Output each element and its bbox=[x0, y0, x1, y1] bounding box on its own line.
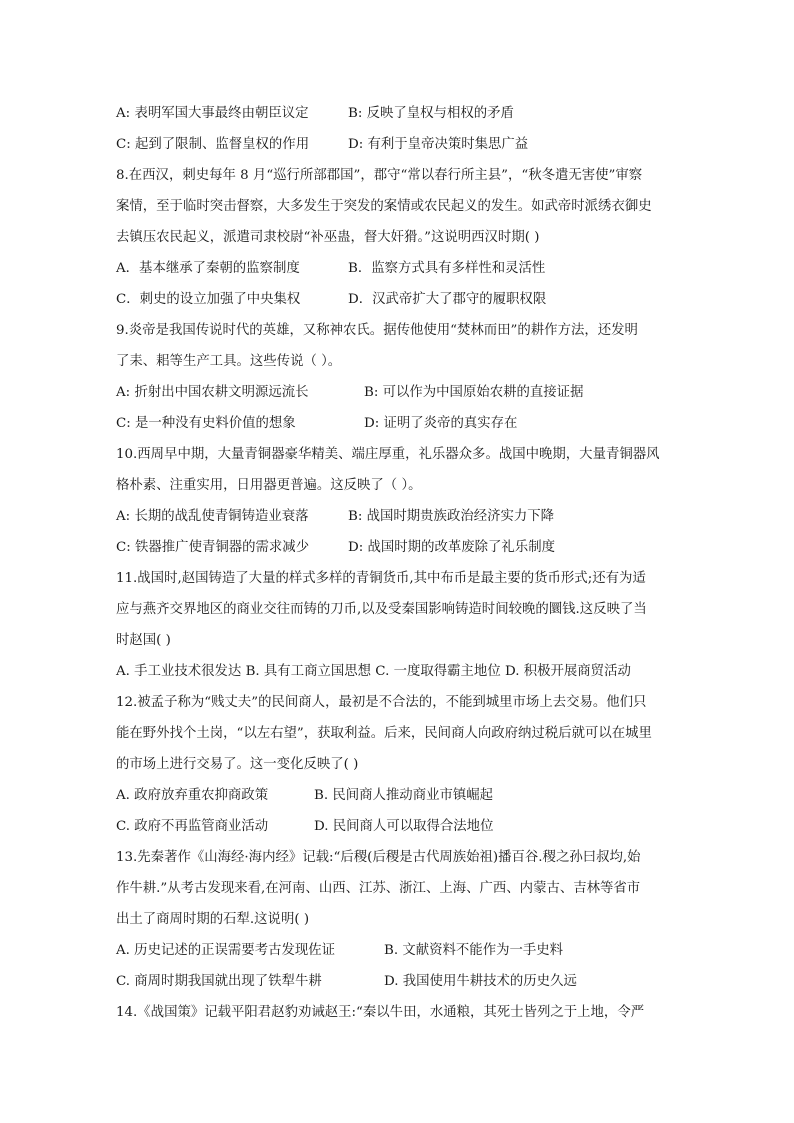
q8-stem-line-1: 8.在西汉，刺史每年 8 月“巡行所部郡国”，郡守“常以春行所主县”，“秋冬遣无害使”审察 bbox=[116, 168, 643, 183]
q9-options-row-2 bbox=[116, 408, 696, 439]
q11-stem-line-1: 11.战国时,赵国铸造了大量的样式多样的青铜货币,其中布币是最主要的货币形式;还有为适 bbox=[116, 571, 646, 586]
q7-option-d: D: 有利于皇帝决策时集思广益 bbox=[348, 137, 529, 152]
q10-option-c: C: 铁器推广使青铜器的需求减少 bbox=[116, 540, 310, 555]
q8-option-a: A．基本继承了秦朝的监察制度 bbox=[116, 261, 300, 276]
q8-stem-line-2: 案情，至于临时突击督察，大多发生于突发的案情或农民起义的发生。如武帝时派绣衣御史 bbox=[116, 199, 652, 214]
q13-options-row-2 bbox=[116, 966, 696, 997]
q10-stem-line-2: 格朴素、注重实用，日用器更普遍。这反映了（ ）。 bbox=[116, 478, 422, 493]
q10-options-row-2 bbox=[116, 532, 696, 563]
q7-option-a: A: 表明军国大事最终由朝臣议定 bbox=[116, 106, 309, 121]
q13-stem-line-3: 出土了商周时期的石犁.这说明( ) bbox=[116, 912, 310, 927]
q8-options-row-1 bbox=[116, 253, 696, 284]
q13-option-b: B. 文献资料不能作为一手史料 bbox=[384, 943, 564, 958]
q10-option-d: D: 战国时期的改革废除了礼乐制度 bbox=[348, 540, 555, 555]
q11-stem-line-2: 应与燕齐交界地区的商业交往而铸的刀币,以及受秦国影响铸造时间较晚的圜钱.这反映了当 bbox=[116, 602, 647, 617]
q12-options-row-1 bbox=[116, 780, 696, 811]
q12-stem-line-3: 的市场上进行交易了。这一变化反映了( ) bbox=[116, 757, 359, 772]
q12-options-row-2 bbox=[116, 811, 696, 842]
q10-option-a: A: 长期的战乱使青铜铸造业衰落 bbox=[116, 509, 309, 524]
q12-option-b: B. 民间商人推动商业市镇崛起 bbox=[314, 788, 494, 803]
q11-stem-line-3: 时赵国( ) bbox=[116, 633, 171, 648]
q8-option-d: D．汉武帝扩大了郡守的履职权限 bbox=[348, 292, 547, 307]
q12-stem-line-2: 能在野外找个土岗，“以左右望”，获取利益。后来，民间商人向政府纳过税后就可以在城里 bbox=[116, 726, 652, 741]
q8-option-c: C．刺史的设立加强了中央集权 bbox=[116, 292, 301, 307]
q8-option-b: B．监察方式具有多样性和灵活性 bbox=[348, 261, 546, 276]
q10-options-row-1 bbox=[116, 501, 696, 532]
q12-option-d: D. 民间商人可以取得合法地位 bbox=[314, 819, 494, 834]
q13-option-c: C. 商周时期我国就出现了铁犁牛耕 bbox=[116, 974, 322, 989]
q10-option-b: B: 战国时期贵族政治经济实力下降 bbox=[348, 509, 555, 524]
q9-option-c: C: 是一种没有史料价值的想象 bbox=[116, 416, 296, 431]
q7-option-c: C: 起到了限制、监督皇权的作用 bbox=[116, 137, 310, 152]
q11-options-line: A. 手工业技术很发达 B. 具有工商立国思想 C. 一度取得霸主地位 D. 积极开展商贸活动 bbox=[116, 664, 631, 679]
q12-stem-line-1: 12.被孟子称为“贱丈夫”的民间商人，最初是不合法的，不能到城里市场上去交易。他们只 bbox=[116, 695, 647, 710]
q13-options-row-1 bbox=[116, 935, 696, 966]
q9-stem-line-1: 9.炎帝是我国传说时代的英雄，又称神农氏。据传他使用“焚林而田”的耕作方法，还发明 bbox=[116, 323, 638, 338]
q8-options-row-2 bbox=[116, 284, 696, 315]
q12-option-a: A. 政府放弃重农抑商政策 bbox=[116, 788, 269, 803]
q14-stem-line-1: 14.《战国策》记载平阳君赵豹劝诫赵王:“秦以牛田，水通粮，其死士皆列之于上地，令严 bbox=[116, 1005, 645, 1020]
q9-stem-line-2: 了耒、耜等生产工具。这些传说（ ）。 bbox=[116, 354, 342, 369]
q13-option-a: A. 历史记述的正误需要考古发现佐证 bbox=[116, 943, 336, 958]
q12-option-c: C. 政府不再监管商业活动 bbox=[116, 819, 269, 834]
q10-stem-line-1: 10.西周早中期，大量青铜器豪华精美、端庄厚重，礼乐器众多。战国中晚期，大量青铜器风 bbox=[116, 447, 660, 462]
q13-option-d: D. 我国使用牛耕技术的历史久远 bbox=[384, 974, 577, 989]
q9-option-b: B: 可以作为中国原始农耕的直接证据 bbox=[364, 385, 584, 400]
q9-option-a: A: 折射出中国农耕文明源远流长 bbox=[116, 385, 309, 400]
q8-stem-line-3: 去镇压农民起义，派遣司隶校尉“补巫蛊，督大奸猾。”这说明西汉时期( ) bbox=[116, 230, 540, 245]
q7-options-row-2 bbox=[116, 129, 696, 160]
q13-stem-line-2: 作牛耕.”从考古发现来看,在河南、山西、江苏、浙江、上海、广西、内蒙古、吉林等省市 bbox=[116, 881, 641, 896]
question-content bbox=[116, 98, 696, 1028]
q9-options-row-1 bbox=[116, 377, 696, 408]
q13-stem-line-1: 13.先秦著作《山海经·海内经》记载:“后稷(后稷是古代周族始祖)播百谷.稷之孙曰叔均,始 bbox=[116, 850, 641, 865]
q7-option-b: B: 反映了皇权与相权的矛盾 bbox=[348, 106, 514, 121]
q9-option-d: D: 证明了炎帝的真实存在 bbox=[364, 416, 518, 431]
q7-options-row-1 bbox=[116, 98, 696, 129]
